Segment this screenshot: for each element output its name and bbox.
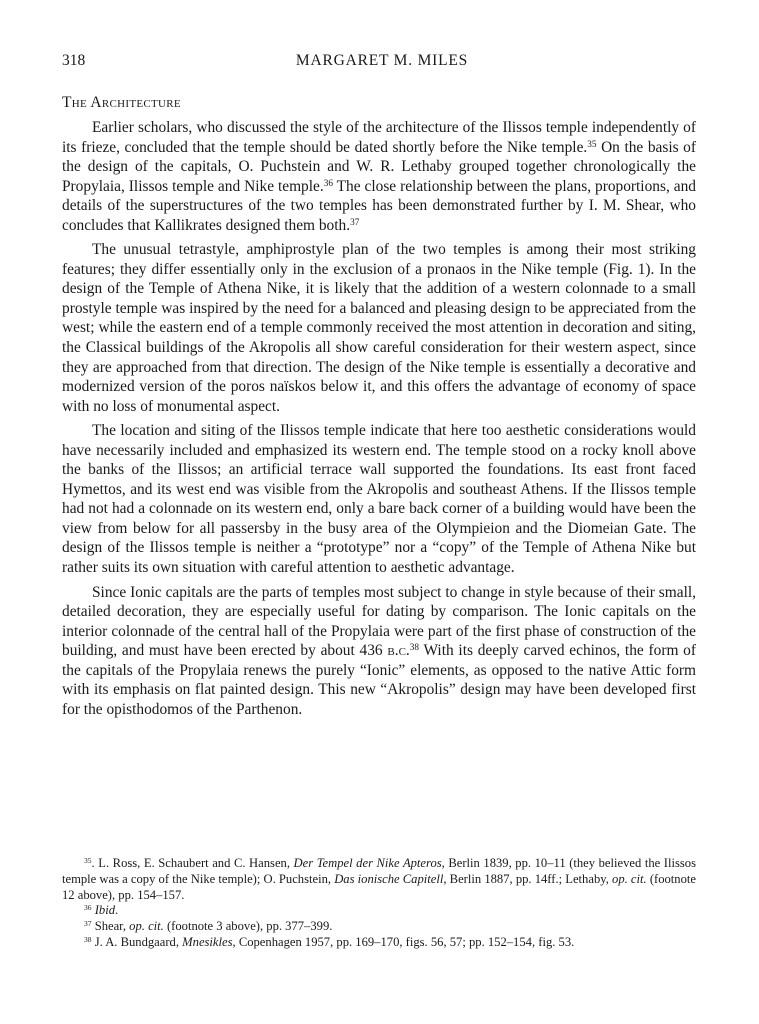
text-run: op. cit. <box>612 871 647 886</box>
footnote <box>62 903 696 919</box>
text-run: The location and siting of the Ilissos temple indicate that here too aesthetic considerations would have necessarily included and emphasized its western end. The temple stood on a rocky knoll above the banks of the Ilissos; an artificial terrace wall supported the foundations. Its east front faced Hymettos, and its west end was visible from the Akropolis and southeast Athens. If the Ilissos temple had not had a colonnade on its western end, only a bare back corner of a building would have been the view from below for all passersby in the busy area of the Olympieion and the Diomeian Gate. The design of the Ilissos temple is neither a “prototype” nor a “copy” of the Temple of Athena Nike but rather suits its own situation with careful attention to aesthetic advantage. <box>62 422 696 577</box>
text-run: b.c. <box>387 642 410 660</box>
text-run: . <box>115 903 119 918</box>
text-run: , Berlin 1887, pp. 14ff.; Lethaby, <box>443 871 613 886</box>
text-run: . L. Ross, E. Schaubert and C. Hansen, <box>91 856 294 870</box>
text-run: , Copenhagen 1957, pp. 169–170, figs. 56, 57; pp. 152–154, fig. 53. <box>232 934 575 949</box>
footnote <box>62 919 696 935</box>
author-name: MARGARET M. MILES <box>295 52 469 69</box>
footnotes <box>62 856 696 951</box>
paragraph <box>62 583 696 720</box>
body-text <box>62 118 696 724</box>
text-run: On the basis of the design of the capitals, O. Puchstein and W. R. Lethaby grouped together chronologically the Propylaia, Ilissos temple and Nike temple. <box>62 138 697 195</box>
paragraph <box>62 421 696 577</box>
text-run: J. A. Bundgaard, <box>91 934 183 949</box>
footnote-ref: 37 <box>350 216 360 227</box>
footnote-ref: 35 <box>84 855 92 865</box>
footnote-ref: 37 <box>84 919 92 929</box>
section-heading: The Architecture <box>62 94 181 111</box>
running-head <box>62 52 702 74</box>
paragraph <box>62 118 696 235</box>
text-run: Der Tempel der Nike Apteros <box>293 856 442 870</box>
text-run: The unusual tetrastyle, amphiprostyle plan of the two temples is among their most striking features; they differ essentially only in the exclusion of a pronaos in the Nike temple (Fig. 1). In the design of the Temple of Athena Nike, it is likely that the addition of a western colonnade to a small prostyle temple was inspired by the need for a balanced and pleasing design to be appreciated from the west; while the eastern end of a temple commonly received the most attention in decoration and siting, the Classical buildings of the Akropolis all show careful consideration for their western aspect, since they are approached from that direction. The design of the Nike temple is essentially a decorative and modernized version of the poros naïskos below it, and this offers the advantage of economy of space with no loss of monumental aspect. <box>62 241 696 415</box>
footnote-ref: 35 <box>587 138 597 149</box>
footnote <box>62 856 696 903</box>
text-run: With its deeply carved echinos, the form of the capitals of the Propylaia renews the purely “Ionic” elements, as opposed to the native Attic form with its emphasis on flat painted design. This new “Akropolis” design may have been developed first for the opisthodomos of the Parthenon. <box>62 642 696 718</box>
footnote-ref: 36 <box>323 177 333 188</box>
text-run: The close relationship between the plans, proportions, and details of the superstructures of the two temples has been demonstrated further by I. M. Shear, who concludes that Kallikrates designed them both. <box>62 177 696 234</box>
text-run: Shear, <box>91 919 130 934</box>
footnote-ref: 38 <box>84 934 92 944</box>
footnote-ref: 38 <box>409 642 420 653</box>
text-run: Mnesikles <box>182 934 233 949</box>
paragraph <box>62 240 696 416</box>
text-run: , Berlin 1839, pp. 10–11 (they believed the Ilissos temple was a copy of the Nike temple); O. Puchstein, <box>62 856 696 886</box>
footnote-ref: 36 <box>84 903 92 913</box>
page-number: 318 <box>62 52 86 69</box>
text-run: op. cit. <box>129 919 164 934</box>
text-run: Ibid <box>94 903 115 918</box>
text-run: Das ionische Capitell <box>334 871 444 886</box>
text-run: Earlier scholars, who discussed the style of the architecture of the Ilissos temple independently of its frieze, concluded that the temple should be dated shortly before the Nike temple. <box>62 119 696 156</box>
text-run: Since Ionic capitals are the parts of temples most subject to change in style because of their small, detailed decoration, they are especially useful for dating by comparison. The Ionic capitals on the interior colonnade of the central hall of the Propylaia were part of the first phase of construction of the building, and must have been erected by about 436 <box>62 583 696 660</box>
text-run: (footnote 3 above), pp. 377–399. <box>163 919 333 934</box>
text-run: (footnote 12 above), pp. 154–157. <box>62 871 696 902</box>
footnote <box>62 935 696 951</box>
